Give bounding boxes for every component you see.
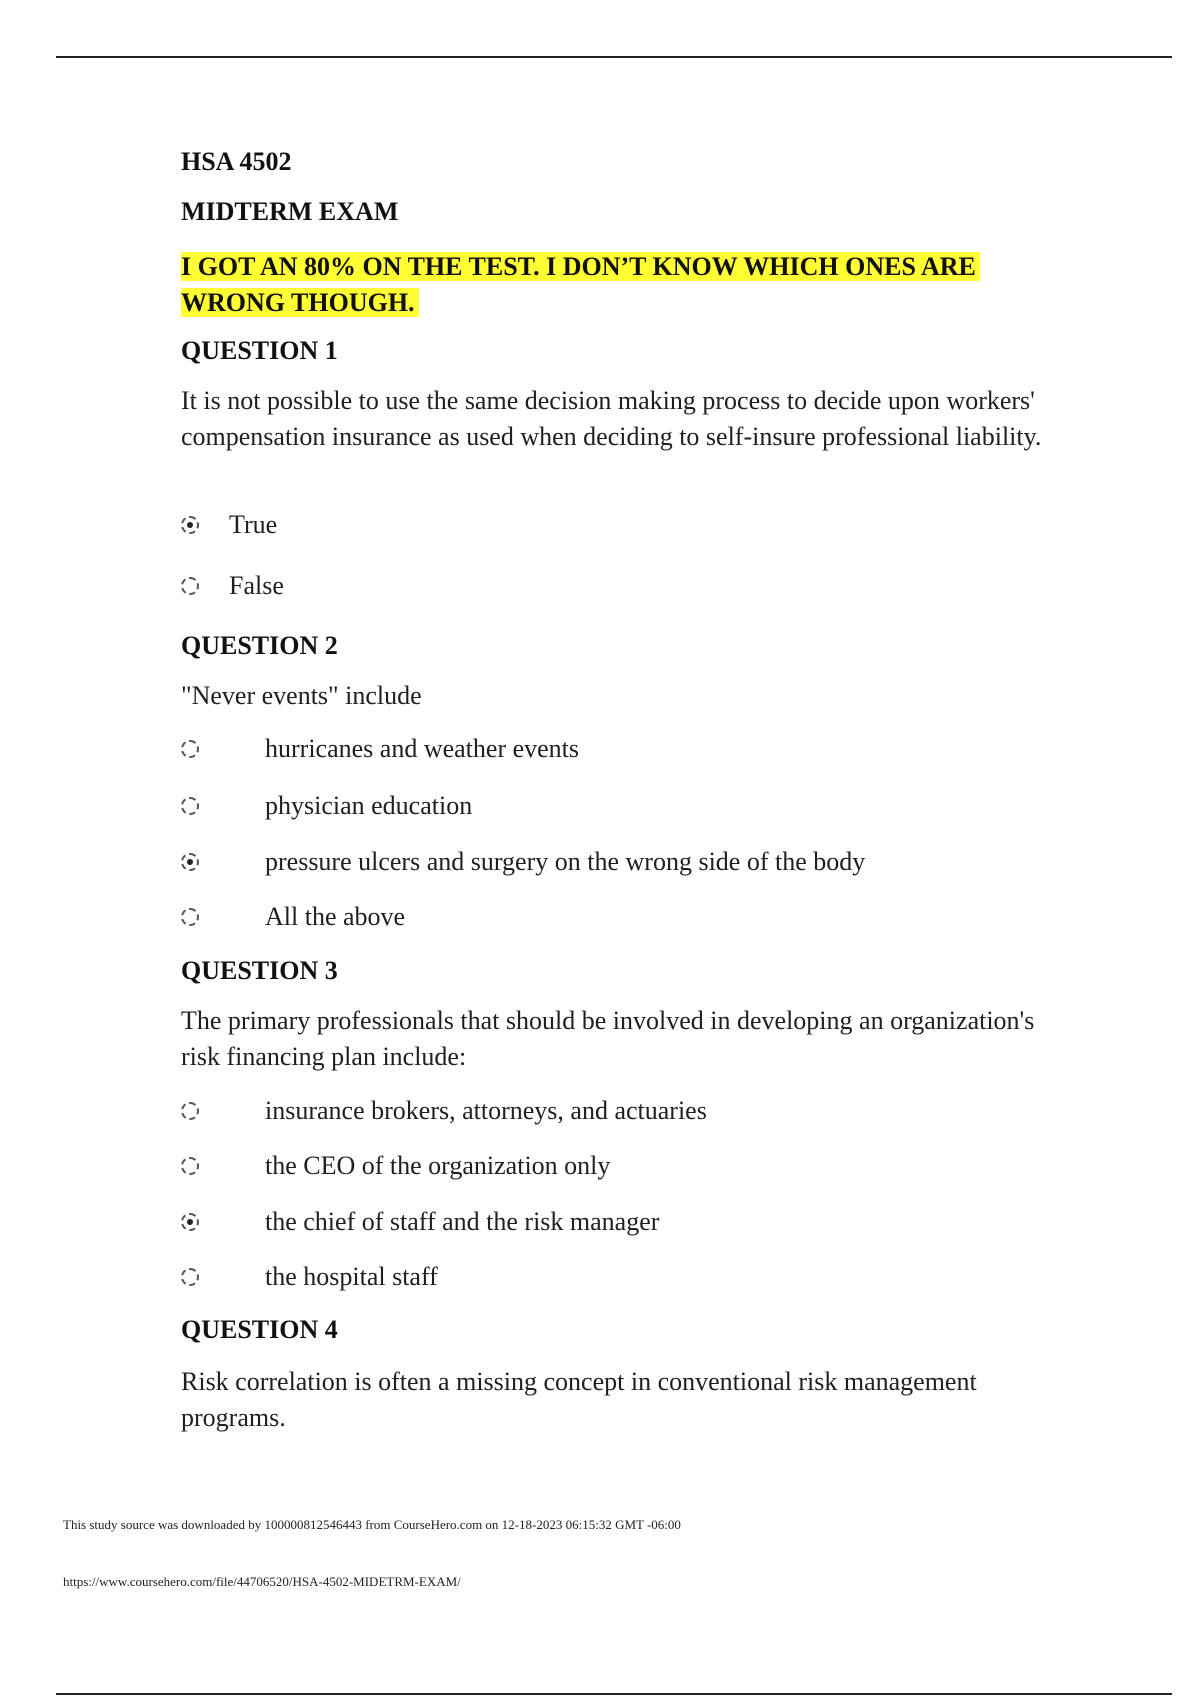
q1-option-true[interactable] xyxy=(181,505,278,545)
download-source-line: This study source was downloaded by 100000812546443 from CourseHero.com on 12-18-2023 06:15:32 GMT -06:00 xyxy=(63,1517,681,1532)
q3-option-4[interactable] xyxy=(181,1257,438,1297)
radio-selected-icon[interactable] xyxy=(181,516,199,534)
highlighted-note xyxy=(181,249,1061,321)
q1-option-false[interactable] xyxy=(181,566,284,606)
radio-icon[interactable] xyxy=(181,1268,199,1286)
option-label: the CEO of the organization only xyxy=(265,1151,611,1180)
option-label: False xyxy=(229,571,284,600)
option-label: All the above xyxy=(265,902,406,931)
q3-option-3[interactable] xyxy=(181,1202,660,1242)
radio-icon[interactable] xyxy=(181,740,199,758)
question-3-text: The primary professionals that should be involved in developing an organization's risk financing plan include: xyxy=(181,1006,1035,1071)
top-rule xyxy=(56,56,1172,58)
radio-selected-icon[interactable] xyxy=(181,853,199,871)
question-1-text: It is not possible to use the same decision making process to decide upon workers' compensation insurance as used when deciding to self-insure professional liability. xyxy=(181,386,1042,451)
radio-icon[interactable] xyxy=(181,797,199,815)
question-2-label: QUESTION 2 xyxy=(181,631,338,660)
option-label: pressure ulcers and surgery on the wrong side of the body xyxy=(265,847,866,876)
exam-title: MIDTERM EXAM xyxy=(181,197,399,226)
question-4-text: Risk correlation is often a missing concept in conventional risk management programs. xyxy=(181,1367,977,1432)
q3-option-2[interactable] xyxy=(181,1146,611,1186)
question-3-label: QUESTION 3 xyxy=(181,956,338,985)
highlighted-note-text: I GOT AN 80% ON THE TEST. I DON’T KNOW WHICH ONES ARE WRONG THOUGH. xyxy=(181,252,980,317)
question-1-label: QUESTION 1 xyxy=(181,336,338,365)
q2-option-3[interactable] xyxy=(181,842,866,882)
option-label: True xyxy=(229,510,278,539)
radio-icon[interactable] xyxy=(181,1102,199,1120)
q2-option-2[interactable] xyxy=(181,786,473,826)
option-label: insurance brokers, attorneys, and actuaries xyxy=(265,1096,707,1125)
question-4-label: QUESTION 4 xyxy=(181,1315,338,1344)
question-2-text: "Never events" include xyxy=(181,681,422,710)
option-label: hurricanes and weather events xyxy=(265,734,580,763)
option-label: the chief of staff and the risk manager xyxy=(265,1207,660,1236)
q3-option-1[interactable] xyxy=(181,1091,707,1131)
radio-icon[interactable] xyxy=(181,1157,199,1175)
option-label: the hospital staff xyxy=(265,1262,438,1291)
radio-icon[interactable] xyxy=(181,908,199,926)
option-label: physician education xyxy=(265,791,473,820)
radio-icon[interactable] xyxy=(181,577,199,595)
q2-option-4[interactable] xyxy=(181,897,406,937)
bottom-rule xyxy=(56,1693,1172,1695)
radio-selected-icon[interactable] xyxy=(181,1213,199,1231)
source-url[interactable]: https://www.coursehero.com/file/44706520/HSA-4502-MIDETRM-EXAM/ xyxy=(63,1574,461,1589)
course-code: HSA 4502 xyxy=(181,147,292,176)
q2-option-1[interactable] xyxy=(181,729,580,769)
